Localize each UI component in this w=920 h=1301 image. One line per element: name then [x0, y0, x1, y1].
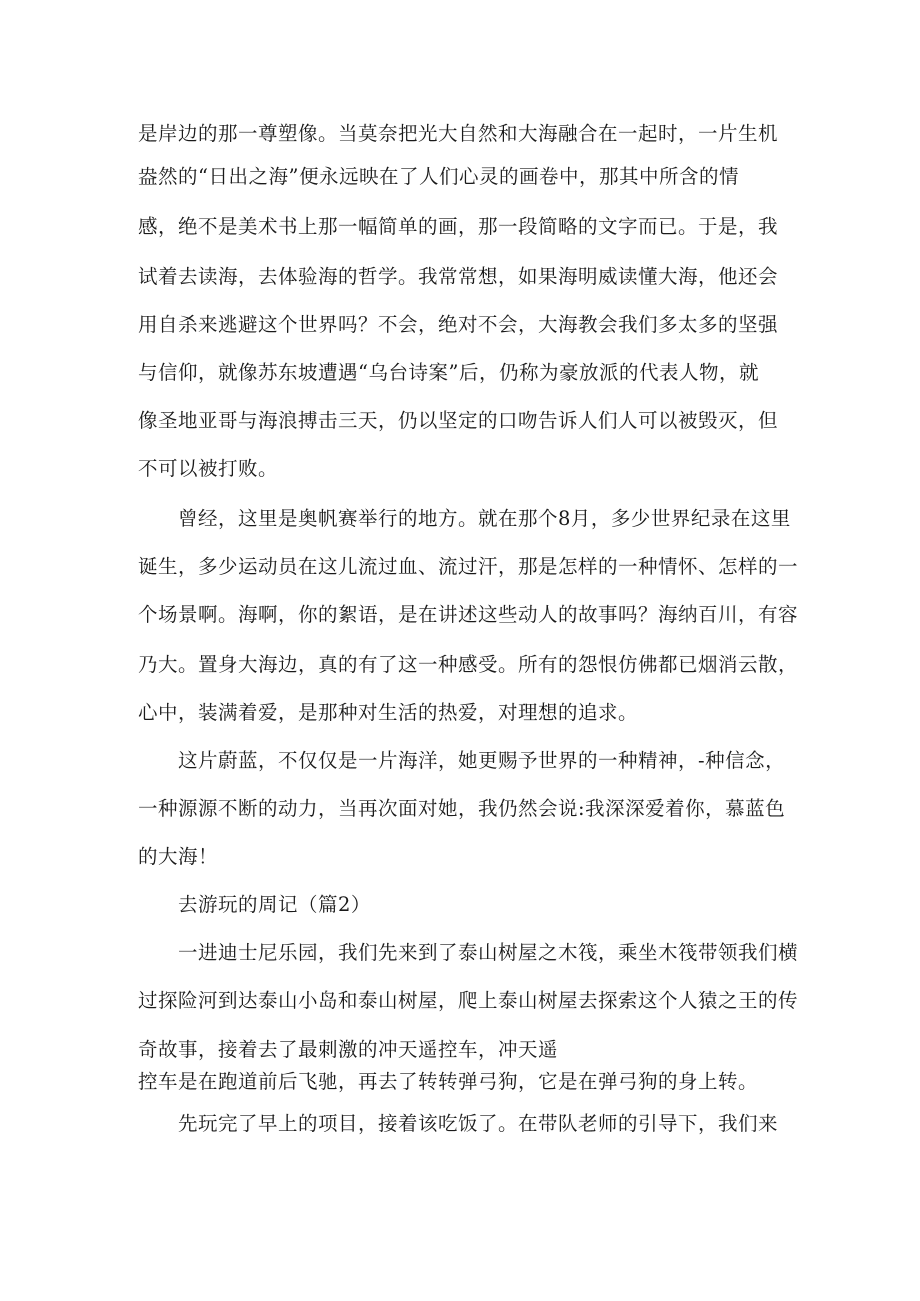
- text-line-12: 乃大。置身大海边，真的有了这一种感受。所有的怨恨仿佛都已烟消云散，: [138, 653, 799, 676]
- paragraph-start-line: 一进迪士尼乐园，我们先来到了泰山树屋之木筏，乘坐木筏带领我们横: [178, 941, 799, 964]
- text-line-1: 是岸边的那一尊塑像。当莫奈把光大自然和大海融合在一起时，一片生机: [138, 122, 779, 145]
- text-line-5: 用自杀来逃避这个世界吗？不会，绝对不会，大海教会我们多太多的坚强: [138, 313, 779, 336]
- text-line-21: 控车是在跑道前后飞驰，再去了转转弹弓狗，它是在弹弓狗的身上转。: [138, 1070, 759, 1093]
- section-heading: 去游玩的周记（篇2）: [178, 893, 371, 916]
- text-line-4: 试着去读海，去体验海的哲学。我常常想，如果海明威读懂大海，他还会: [138, 265, 779, 288]
- text-line-6: 与信仰，就像苏东坡遭遇“乌台诗案”后，仍称为豪放派的代表人物，就: [138, 361, 759, 384]
- text-line-10: 诞生，多少运动员在这儿流过血、流过汗，那是怎样的一种情怀、怎样的一: [138, 555, 799, 578]
- paragraph-start-line: 这片蔚蓝，不仅仅是一片海洋，她更赐予世界的一种精神，-种信念，: [178, 749, 786, 772]
- paragraph-start-line: 曾经，这里是奥帆赛举行的地方。就在那个8月，多少世界纪录在这里: [178, 507, 791, 530]
- text-line-16: 的大海！: [138, 845, 219, 868]
- text-line-7: 像圣地亚哥与海浪搏击三天，仍以坚定的口吻告诉人们人可以被毁灭，但: [138, 409, 779, 432]
- paragraph-start-line: 先玩完了早上的项目，接着该吃饭了。在带队老师的引导下，我们来: [178, 1112, 779, 1135]
- text-line-13: 心中，装满着爱，是那种对生活的热爱，对理想的追求。: [138, 701, 639, 724]
- text-line-2: 盎然的“日出之海”便永远映在了人们心灵的画卷中，那其中所含的情: [138, 165, 739, 188]
- text-line-3: 感，绝不是美术书上那一幅简单的画，那一段简略的文字而已。于是，我: [138, 215, 779, 238]
- text-line-15: 一种源源不断的动力，当再次面对她，我仍然会说:我深深爱着你，慕蓝色: [138, 797, 786, 820]
- text-line-19: 过探险河到达泰山小岛和泰山树屋，爬上泰山树屋去探索这个人猿之王的传: [138, 989, 799, 1012]
- text-line-11: 个场景啊。海啊，你的絮语，是在讲述这些动人的故事吗？海纳百川，有容: [138, 603, 799, 626]
- text-line-20: 奇故事，接着去了最刺激的冲天遥控车，冲天遥: [138, 1038, 559, 1061]
- text-line-8: 不可以被打败。: [138, 457, 279, 480]
